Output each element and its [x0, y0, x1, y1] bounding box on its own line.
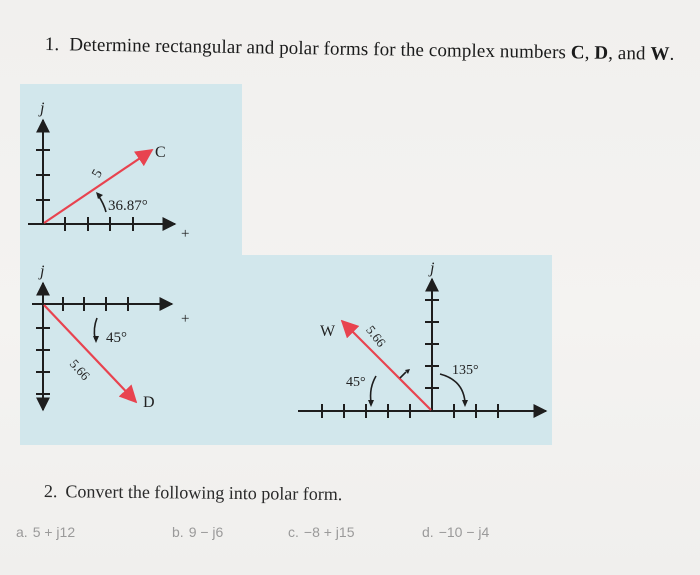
- magnitude-c: 5: [89, 167, 106, 181]
- angle-total-arc-w: [440, 374, 465, 402]
- angle-total-arrow-w: [462, 400, 468, 407]
- question-1-text: Determine rectangular and polar forms for the complex numbers: [69, 34, 571, 64]
- answer-expr: −10 − j4: [438, 524, 490, 540]
- figure-w: [298, 260, 546, 418]
- real-axis-label: +: [181, 226, 190, 242]
- imag-axis-label: j: [40, 100, 45, 117]
- separator: ,: [584, 42, 595, 64]
- real-axis-label: +: [181, 311, 190, 327]
- angle-d: 45°: [106, 330, 127, 346]
- imag-axis-label: j: [430, 260, 435, 277]
- label-vector-c: C: [155, 144, 166, 161]
- separator: , and: [608, 42, 651, 65]
- label-d: D: [594, 42, 609, 64]
- imag-axis-label: j: [40, 263, 45, 280]
- pointer-w: [400, 372, 406, 378]
- angle-ref-arc-w: [371, 376, 376, 402]
- label-c: C: [570, 42, 585, 64]
- angle-arc-d: [94, 318, 97, 339]
- answer-item: [16, 524, 75, 540]
- label-vector-w: W: [320, 323, 336, 340]
- answer-label: c.: [288, 524, 299, 540]
- question-1-number: 1.: [44, 34, 60, 56]
- angle-arrow-d: [93, 336, 99, 343]
- period: .: [669, 43, 675, 65]
- answer-label: d.: [422, 524, 434, 540]
- answer-expr: 9 − j6: [188, 524, 224, 540]
- magnitude-w: 5.66: [363, 322, 389, 350]
- answer-label: a.: [16, 524, 28, 540]
- figure-d: [32, 263, 189, 411]
- angle-total-w: 135°: [452, 363, 479, 378]
- answer-expr: −8 + j15: [303, 524, 355, 540]
- answer-item: [288, 524, 355, 540]
- angle-ref-w: 45°: [346, 375, 366, 390]
- vector-w: [342, 321, 431, 410]
- angle-c: 36.87°: [108, 198, 148, 214]
- question-2-text: Convert the following into polar form.: [65, 481, 343, 505]
- label-w: W: [650, 43, 670, 65]
- angle-ref-arrow-w: [368, 400, 374, 407]
- magnitude-d: 5.66: [66, 356, 94, 384]
- figure-c: [28, 100, 189, 242]
- label-vector-d: D: [143, 394, 155, 411]
- answer-list: [16, 524, 696, 548]
- vector-d: [44, 305, 136, 402]
- answer-item: [172, 524, 223, 540]
- answer-item: [422, 524, 489, 540]
- answer-expr: 5 + j12: [32, 524, 76, 540]
- question-2-number: 2.: [43, 481, 58, 502]
- answer-label: b.: [172, 524, 184, 540]
- question-2: [44, 481, 343, 505]
